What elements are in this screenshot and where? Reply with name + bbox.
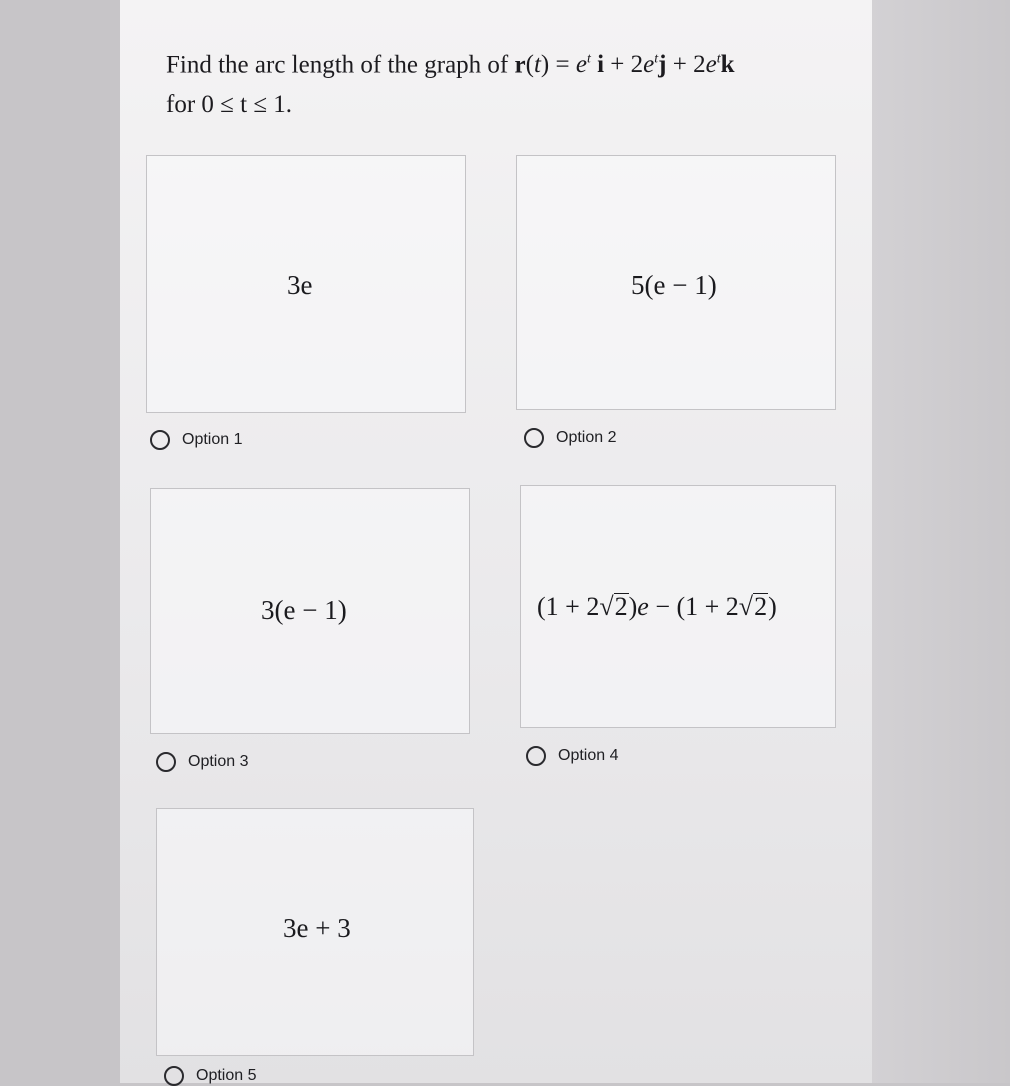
option-2-radio[interactable] <box>524 428 544 448</box>
background-right <box>872 0 1010 1083</box>
question-prefix: Find the arc length of the graph of <box>166 51 515 79</box>
option-card-2[interactable] <box>516 155 836 410</box>
option-5-math: 3e + 3 <box>283 913 351 943</box>
option-card-5[interactable] <box>156 808 474 1056</box>
option-5-label: Option 5 <box>196 1067 257 1084</box>
option-2-math: 5(e − 1) <box>631 270 717 300</box>
option-5-radio-row[interactable] <box>164 1066 256 1086</box>
option-3-math: 3(e − 1) <box>261 595 347 625</box>
question-text <box>166 40 856 125</box>
option-2-radio-row[interactable] <box>524 428 616 448</box>
option-card-3[interactable] <box>150 488 470 734</box>
option-1-label: Option 1 <box>182 431 243 448</box>
option-1-math: 3e <box>287 270 313 300</box>
option-3-radio-row[interactable] <box>156 752 248 772</box>
option-1-radio[interactable] <box>150 430 170 450</box>
option-3-label: Option 3 <box>188 753 249 770</box>
option-5-radio[interactable] <box>164 1066 184 1086</box>
option-4-label: Option 4 <box>558 747 619 764</box>
vector-expression: $(t) = e^t$ $i + 2e^tj + 2e^tk$ <box>525 51 735 79</box>
option-card-1[interactable] <box>146 155 466 413</box>
question-interval: for 0 ≤ t ≤ 1. <box>166 91 293 119</box>
vector-r: r <box>514 51 526 79</box>
option-4-radio-row[interactable] <box>526 746 618 766</box>
option-2-label: Option 2 <box>556 429 617 446</box>
option-3-radio[interactable] <box>156 752 176 772</box>
option-1-radio-row[interactable] <box>150 430 242 450</box>
option-4-math: (1 + 2√2)e − (1 + 2√2) <box>537 592 777 621</box>
option-card-4[interactable] <box>520 485 836 728</box>
option-4-radio[interactable] <box>526 746 546 766</box>
